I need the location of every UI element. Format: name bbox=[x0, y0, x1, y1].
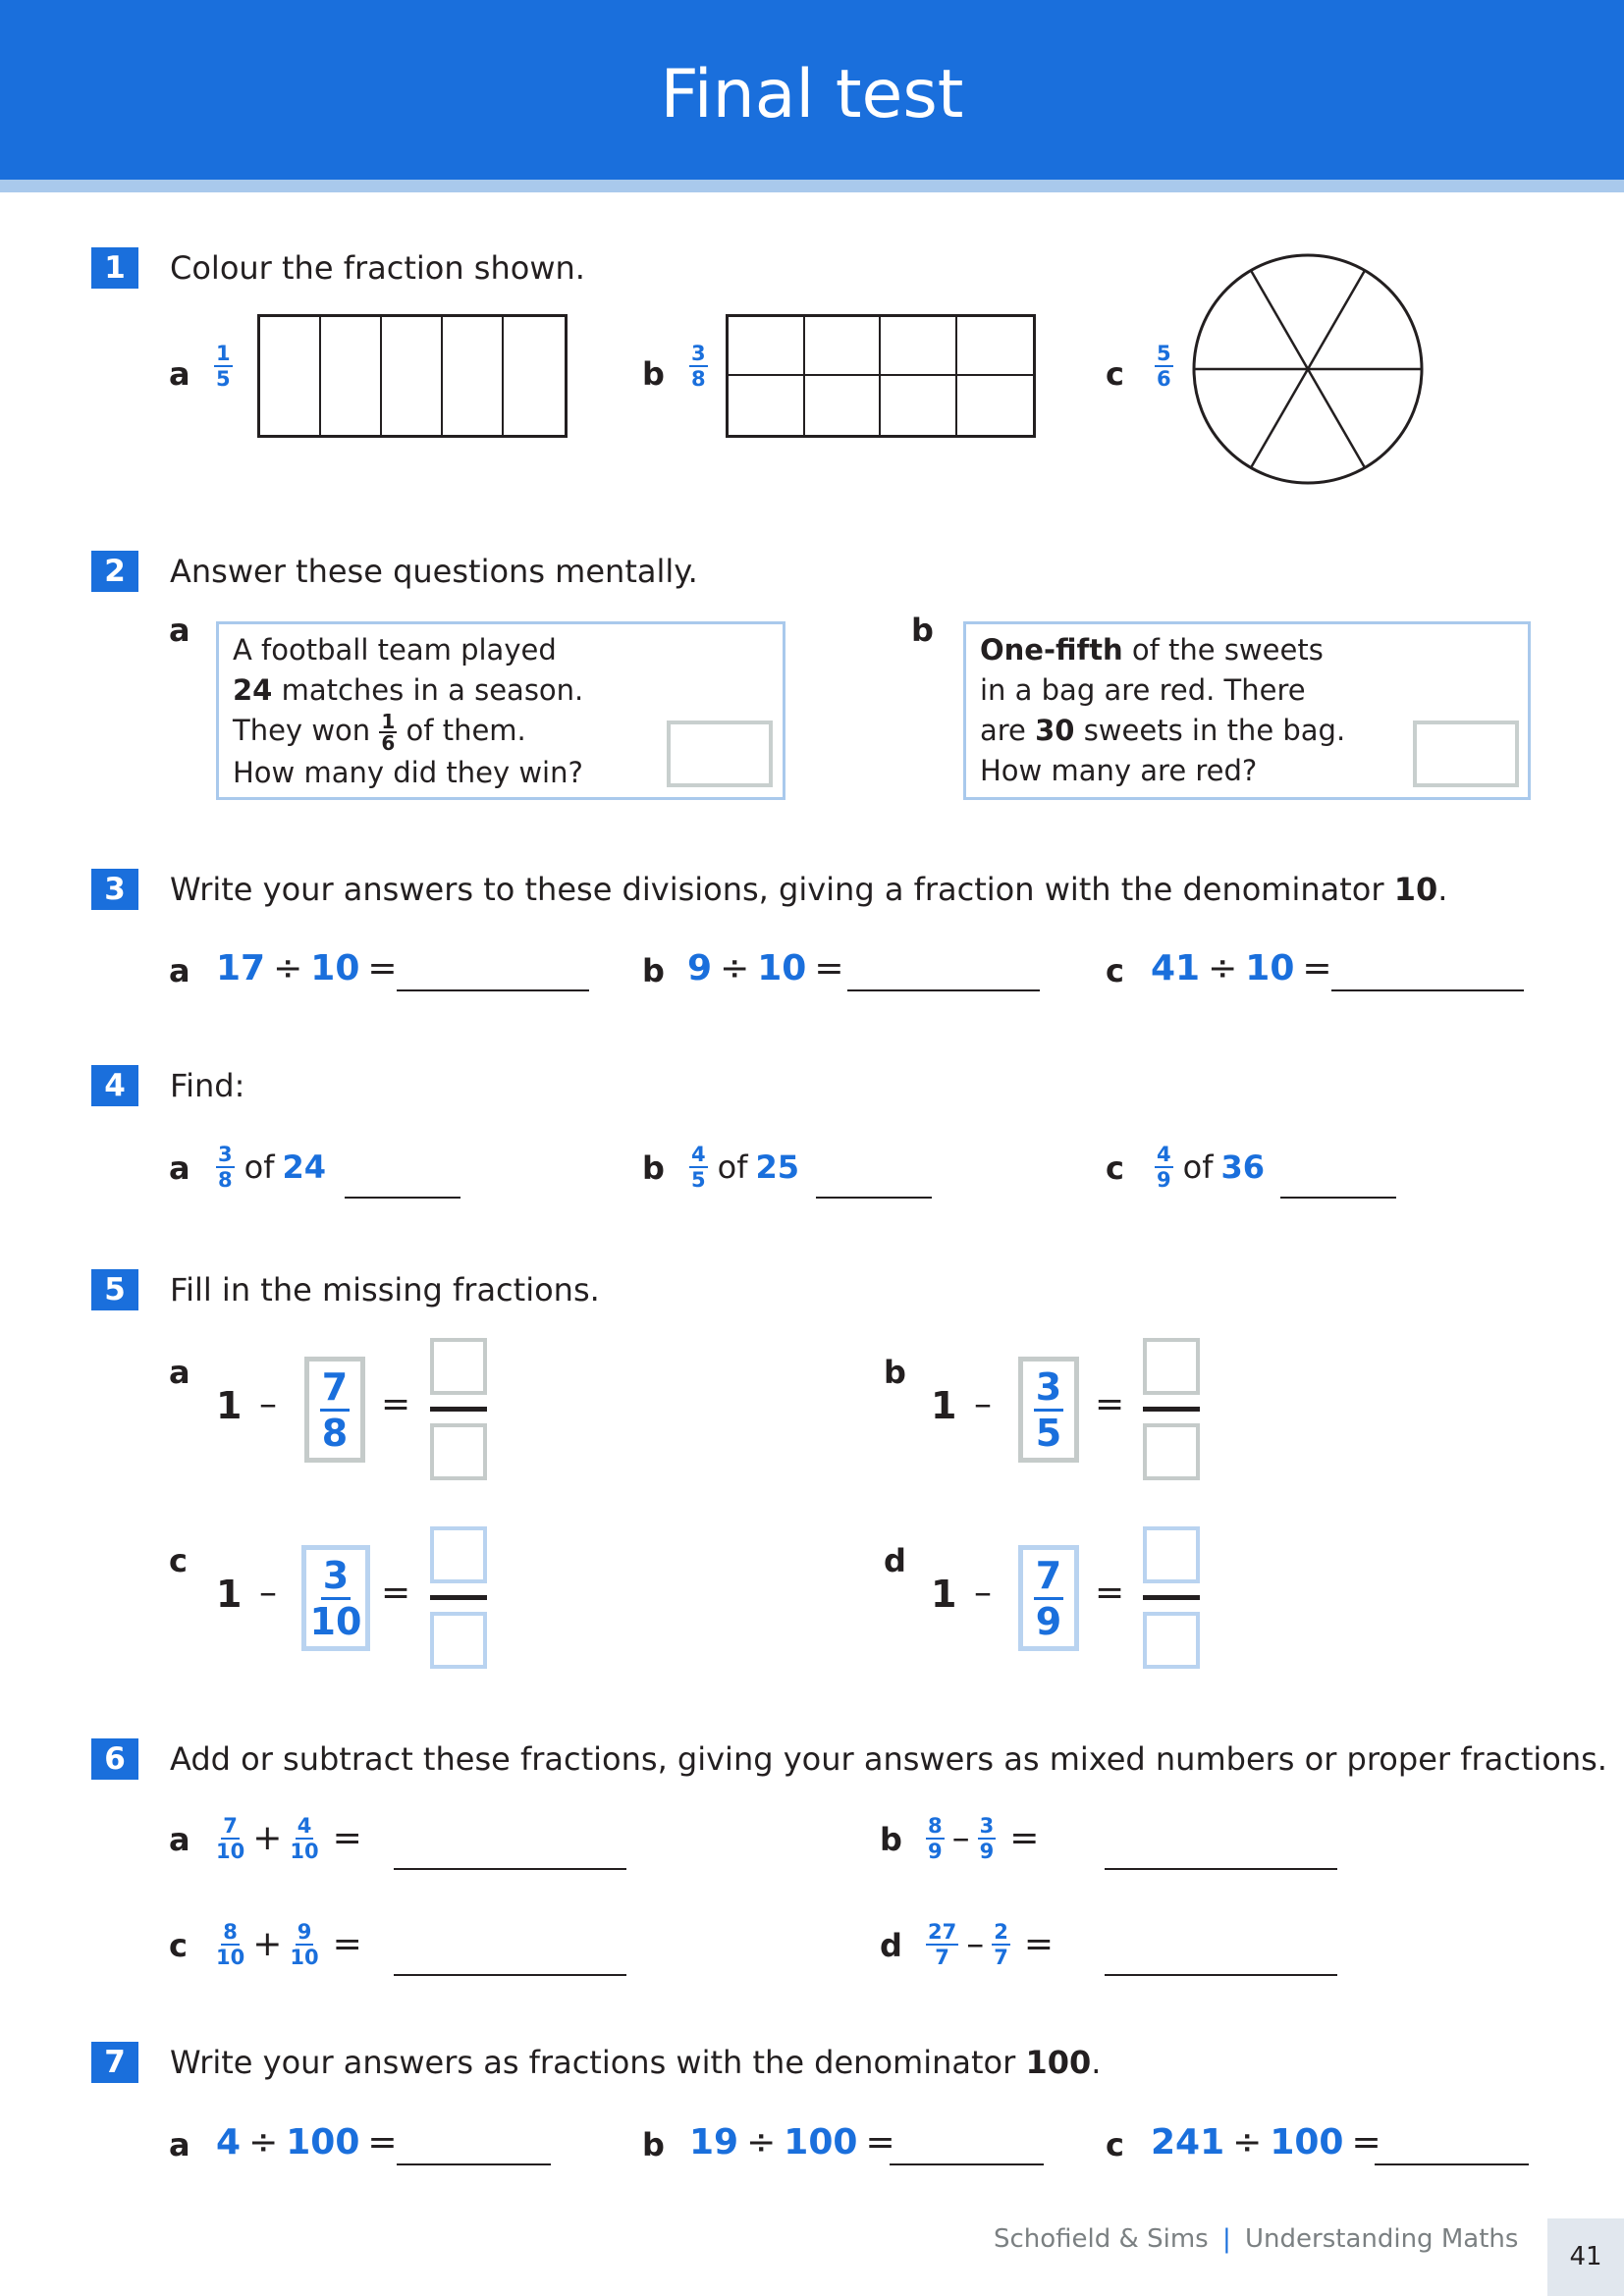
q6d-answer-line[interactable] bbox=[1105, 1974, 1337, 1976]
q5b-equals: = bbox=[1095, 1384, 1125, 1424]
q5d-label: d bbox=[884, 1542, 906, 1579]
q5c-one: 1 bbox=[216, 1573, 243, 1616]
q5d-numerator-box[interactable] bbox=[1143, 1526, 1200, 1583]
q7a-label: a bbox=[169, 2126, 190, 2163]
q6a-label: a bbox=[169, 1821, 190, 1858]
q2a-answer-box[interactable] bbox=[667, 721, 773, 787]
q3a-expression: 17 ÷ 10 = bbox=[216, 948, 398, 988]
q5a-minus: – bbox=[259, 1384, 277, 1424]
q4a-expression: $\frac{3}{8}$ of 24 bbox=[218, 1143, 326, 1192]
question-number-7: 7 bbox=[91, 2042, 138, 2083]
q5a-given-fraction: $\frac{7}{8}$ bbox=[304, 1357, 365, 1463]
q2b-word-problem: One-fifth of the sweets in a bag are red. There are 30 sweets in the bag. How many are red? bbox=[963, 621, 1531, 800]
q5b-fraction-bar bbox=[1143, 1407, 1200, 1412]
q3b-expression: 9 ÷ 10 = bbox=[687, 948, 844, 988]
q5d-minus: – bbox=[974, 1573, 992, 1613]
q1a-label: a bbox=[169, 355, 190, 393]
q7b-label: b bbox=[642, 2126, 665, 2163]
q5d-given-fraction: $\frac{7}{9}$ bbox=[1018, 1545, 1079, 1651]
question-number-4: 4 bbox=[91, 1065, 138, 1106]
question-4-text: Find: bbox=[170, 1067, 245, 1104]
q5a-label: a bbox=[169, 1354, 190, 1391]
q5d-one: 1 bbox=[931, 1573, 957, 1616]
q5d-equals: = bbox=[1095, 1573, 1125, 1613]
q5b-denominator-box[interactable] bbox=[1143, 1423, 1200, 1480]
q4b-label: b bbox=[642, 1149, 665, 1187]
q5b-numerator-box[interactable] bbox=[1143, 1338, 1200, 1395]
q7b-expression: 19 ÷ 100 = bbox=[689, 2122, 895, 2163]
q4a-label: a bbox=[169, 1149, 190, 1187]
question-3-text: Write your answers to these divisions, giving a fraction with the denominator 10. bbox=[170, 871, 1448, 908]
q1b-label: b bbox=[642, 355, 665, 393]
q3a-label: a bbox=[169, 952, 190, 989]
q5a-denominator-box[interactable] bbox=[430, 1423, 487, 1480]
q7c-label: c bbox=[1106, 2126, 1124, 2163]
question-5-text: Fill in the missing fractions. bbox=[170, 1271, 600, 1308]
q4c-expression: $\frac{4}{9}$ of 36 bbox=[1157, 1143, 1265, 1192]
q3c-expression: 41 ÷ 10 = bbox=[1151, 948, 1332, 988]
q5b-label: b bbox=[884, 1354, 906, 1391]
q5c-minus: – bbox=[259, 1573, 277, 1613]
q5a-one: 1 bbox=[216, 1384, 243, 1427]
q1c-circle-sixths[interactable] bbox=[1190, 251, 1426, 487]
q1b-colouring-grid[interactable] bbox=[726, 314, 1036, 438]
page-number: 41 bbox=[1547, 2218, 1624, 2296]
q5a-fraction-bar bbox=[430, 1407, 487, 1412]
q1a-colouring-grid[interactable] bbox=[257, 314, 568, 438]
q6a-answer-line[interactable] bbox=[394, 1868, 626, 1870]
q6b-expression: $\frac{8}{9}$ – $\frac{3}{9}$ = bbox=[928, 1814, 1040, 1863]
q4c-label: c bbox=[1106, 1149, 1124, 1187]
q5b-minus: – bbox=[974, 1384, 992, 1424]
q4b-expression: $\frac{4}{5}$ of 25 bbox=[691, 1143, 799, 1192]
q5a-equals: = bbox=[381, 1384, 411, 1424]
q1a-fraction: $\frac{1}{5}$ bbox=[216, 342, 231, 391]
header-stripe bbox=[0, 180, 1624, 192]
q6c-label: c bbox=[169, 1927, 188, 1964]
q4a-answer-line[interactable] bbox=[345, 1197, 460, 1199]
q6c-answer-line[interactable] bbox=[394, 1974, 626, 1976]
q2b-answer-box[interactable] bbox=[1413, 721, 1519, 787]
q5c-equals: = bbox=[381, 1573, 411, 1613]
question-number-6: 6 bbox=[91, 1738, 138, 1780]
q1b-fraction: $\frac{3}{8}$ bbox=[691, 342, 706, 391]
q3b-label: b bbox=[642, 952, 665, 989]
question-number-5: 5 bbox=[91, 1269, 138, 1310]
q7c-expression: 241 ÷ 100 = bbox=[1151, 2122, 1381, 2163]
page-title: Final test bbox=[660, 56, 964, 133]
q5b-given-fraction: $\frac{3}{5}$ bbox=[1018, 1357, 1079, 1463]
q7c-answer-line[interactable] bbox=[1375, 2163, 1529, 2165]
q5c-given-fraction: $\frac{3}{10}$ bbox=[301, 1545, 370, 1651]
q4b-answer-line[interactable] bbox=[816, 1197, 932, 1199]
q4c-answer-line[interactable] bbox=[1280, 1197, 1396, 1199]
q5d-fraction-bar bbox=[1143, 1595, 1200, 1600]
q2a-word-problem: A football team played 24 matches in a season. They won $\frac{1}{6}$ of them. How many did they win? bbox=[216, 621, 785, 800]
q1c-fraction: $\frac{5}{6}$ bbox=[1157, 342, 1171, 391]
q5c-label: c bbox=[169, 1542, 188, 1579]
q6d-expression: $\frac{27}{7}$ – $\frac{2}{7}$ = bbox=[928, 1920, 1055, 1969]
q7b-answer-line[interactable] bbox=[890, 2163, 1044, 2165]
question-number-3: 3 bbox=[91, 869, 138, 910]
q2b-label: b bbox=[911, 612, 934, 649]
q5c-fraction-bar bbox=[430, 1595, 487, 1600]
q3c-answer-line[interactable] bbox=[1331, 989, 1524, 991]
q6d-label: d bbox=[880, 1927, 902, 1964]
q6b-label: b bbox=[880, 1821, 902, 1858]
q5b-one: 1 bbox=[931, 1384, 957, 1427]
q5c-numerator-box[interactable] bbox=[430, 1526, 487, 1583]
q1c-label: c bbox=[1106, 355, 1124, 393]
q7a-answer-line[interactable] bbox=[397, 2163, 551, 2165]
question-7-text: Write your answers as fractions with the denominator 100. bbox=[170, 2044, 1102, 2081]
footer-credit: Schofield & Sims | Understanding Maths bbox=[994, 2224, 1519, 2254]
question-2-text: Answer these questions mentally. bbox=[170, 553, 698, 590]
q2a-label: a bbox=[169, 612, 190, 649]
q3a-answer-line[interactable] bbox=[397, 989, 589, 991]
q3c-label: c bbox=[1106, 952, 1124, 989]
q3b-answer-line[interactable] bbox=[847, 989, 1040, 991]
question-6-text: Add or subtract these fractions, giving your answers as mixed numbers or proper fractions. bbox=[170, 1740, 1607, 1778]
q7a-expression: 4 ÷ 100 = bbox=[216, 2122, 398, 2163]
q5a-numerator-box[interactable] bbox=[430, 1338, 487, 1395]
q5c-denominator-box[interactable] bbox=[430, 1612, 487, 1669]
question-number-2: 2 bbox=[91, 551, 138, 592]
q6a-expression: $\frac{7}{10}$ + $\frac{4}{10}$ = bbox=[216, 1814, 362, 1863]
q5d-denominator-box[interactable] bbox=[1143, 1612, 1200, 1669]
question-number-1: 1 bbox=[91, 247, 138, 289]
q6b-answer-line[interactable] bbox=[1105, 1868, 1337, 1870]
q6c-expression: $\frac{8}{10}$ + $\frac{9}{10}$ = bbox=[216, 1920, 362, 1969]
question-1-text: Colour the fraction shown. bbox=[170, 249, 585, 287]
